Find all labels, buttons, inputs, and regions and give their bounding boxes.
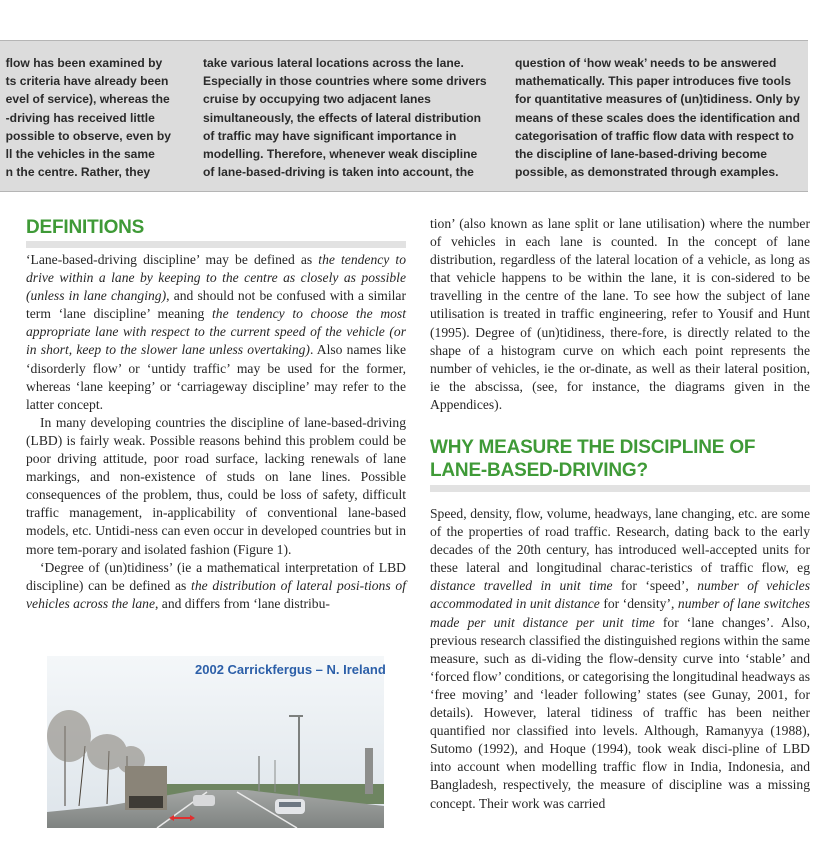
definitions-paragraph-3: ‘Degree of (un)tidiness’ (ie a mathematical interpretation of LBD discipline) can be defined as the distribution of lateral posi-tions of vehicles across the lane, and differs from ‘lane distribu- [26, 559, 406, 611]
figure-1-caption: 2002 Carrickfergus – N. Ireland [195, 662, 386, 677]
definitions-paragraph-1: ‘Lane-based-driving discipline’ may be defined as the tendency to drive within a lane by keeping to the centre as closely as possible (unless in lane changing), and should not be confused with a similar term ‘lane discipline’ meaning the tendency to choose the most appropriate lane with respect to the current speed of the vehicle (or in short, keep to the slower lane unless overtaking). Also names like ‘disorderly flow’ or ‘untidy traffic’ may be used for the former, whereas ‘lane keeping’ or ‘carriageway discipline’ may refer to the latter concept. [26, 252, 407, 412]
why-measure-heading-line-1: WHY MEASURE THE DISCIPLINE OF [430, 437, 756, 458]
definitions-heading-rule [26, 241, 406, 248]
why-measure-heading-line-2: LANE-BASED-DRIVING? [430, 460, 648, 481]
lane-distribution-paragraph: tion’ (also known as lane split or lane utilisation) where the number of vehicles in each lane is counted. In the concept of lane distribution, regardless of the lateral location of a vehicle, as long as that vehicle happens to be within the lane, it is con-sidered to be travelling in the centre of the lane. To see how the subject of lane utilisation is treated in traffic engineering, refer to Yousif and Hunt (1995). Degree of (un)tidiness, there-fore, is directly related to the shape of a histogram curve on which each point represents the number of vehicles, ie the or-dinate, as well as their lateral position, ie the abscissa, (see, for instance, the diagrams given in the Appendices). [430, 216, 810, 412]
left-column-text [26, 251, 406, 613]
figure-1-photo [47, 656, 384, 828]
definitions-heading: DEFINITIONS [26, 217, 145, 238]
definitions-paragraph-2: In many developing countries the discipline of lane-based-driving (LBD) is fairly weak. Possible reasons behind this problem could be poor driving attitude, poor road surface, lacking renewals of lane markings, and non-existence of studs on lane lines. Possible consequences of the problem, thus, could be loss of safety, difficult traffic management, in-applicability of conventional lane-based models, etc. Untidi-ness can even occur in developed countries but in more tem-porary and isolated fashion (Figure 1). [26, 414, 406, 557]
abstract-column-2: take various lateral locations across the lane. Especially in those countries where some drivers cruise by occupying two adjacent lanes simultaneously, the effects of lateral distribution of traffic may have significant importance in modelling. Therefore, whenever weak discipline of lane-based-driving is taken into account, the [203, 56, 487, 180]
why-measure-paragraph: Speed, density, flow, volume, headways, lane changing, etc. are some of the properties of road traffic. Research, dating back to the early decades of the 20th century, has introduced well-accepted units for these lateral and longitudinal charac-teristics of traffic flow, eg distance travelled in unit time for ‘speed’, number of vehicles accommodated in unit distance for ‘density’, number of lane switches made per unit distance per unit time for ‘lane changes’. Also, previous research classified the distinguished regions within the same measure, such as di-viding the flow-density curve into ‘stable’ and ‘forced flow’ conditions, or categorising the longitudinal headways as ‘free moving’ and ‘leader following’ states (see Gunay, 2001, for details). However, lateral tidiness of traffic has been neither quantified nor classified into levels. Although, Ramanyya (1988), Sutomo (1992), and Hoque (1994), took weak disci-pline of LBD into account when modelling traffic flow in India, Indonesia, and Bangladesh, respectively, the measure of discipline was a missing concept. Their work was carried [430, 506, 810, 811]
abstract-column-1: flow has been examined by ts criteria have already been evel of service), whereas the -driving has received little possible to observe, even by ll the vehicles in the same n the centre. Rather, they [5, 56, 171, 180]
abstract-column-3: question of ‘how weak’ needs to be answered mathematically. This paper introduces five tools for quantitative measures of (un)tidiness. Only by means of these scales does the identification and categorisation of traffic flow data with respect to the discipline of lane-based-driving become possible, as demonstrated through examples. [515, 56, 800, 180]
right-column-text-bottom [430, 505, 810, 813]
road-scene-illustration [47, 656, 384, 828]
abstract-box [0, 40, 808, 192]
right-column-text-top [430, 215, 810, 414]
why-measure-heading-rule [430, 485, 810, 492]
